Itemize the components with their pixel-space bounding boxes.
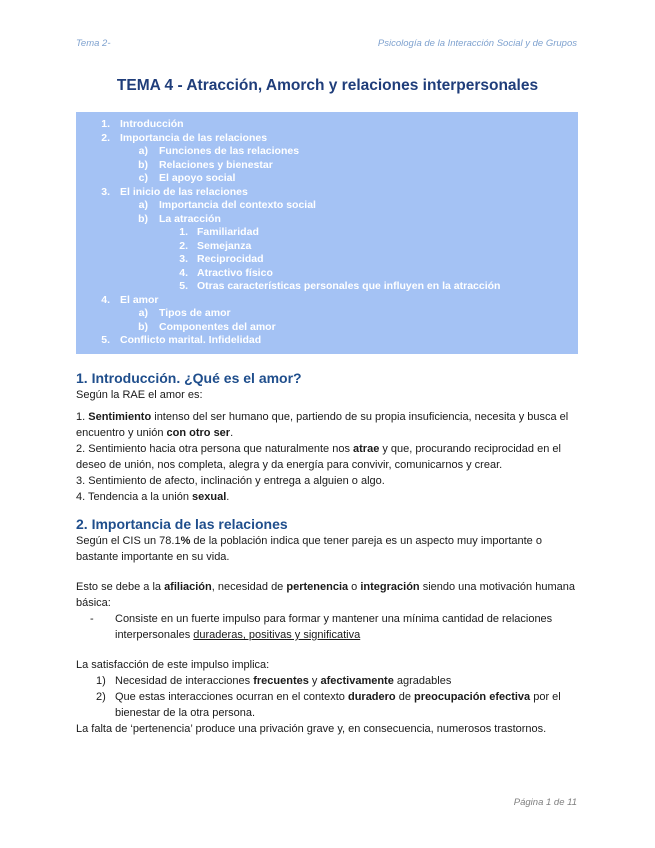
toc-item: 3. El inicio de las relaciones: [101, 185, 248, 198]
page-number: Página 1 de 11: [513, 797, 577, 808]
toc-item: 2. Importancia de las relaciones: [101, 131, 268, 144]
toc-item: 4. El amor: [101, 293, 159, 306]
section-importance: [76, 515, 581, 737]
definition-1: 1. Sentimiento intenso del ser humano que, partiendo de su propia insuficiencia, necesita y busca el encuentro y unión con otro ser.: [76, 411, 569, 439]
toc-item: b) Relaciones y bienestar: [138, 158, 273, 171]
paragraph: La satisfacción de este impulso implica:: [76, 659, 270, 671]
toc-item: 1. Familiaridad: [179, 226, 259, 238]
toc-item: a) Tipos de amor: [138, 307, 231, 319]
definition-4: 4. Tendencia a la unión sexual.: [76, 491, 230, 503]
paragraph: Según la RAE el amor es:: [76, 389, 203, 401]
list-item: 1) Necesidad de interacciones frecuentes y afectivamente agradables: [96, 675, 452, 687]
definition-3: 3. Sentimiento de afecto, inclinación y entrega a alguien o algo.: [76, 475, 385, 487]
header-left: Tema 2-: [76, 38, 111, 49]
paragraph: La falta de ‘pertenencia’ produce una privación grave y, en consecuencia, numerosos trastornos.: [76, 723, 547, 735]
toc-item: 5. Otras características personales que influyen en la atracción: [179, 280, 501, 292]
list-item: - Consiste en un fuerte impulso para formar y mantener una mínima cantidad de relaciones interpersonales duraderas, positivas y significativa: [90, 613, 553, 641]
section-introduction: [76, 369, 581, 505]
table-of-contents: [76, 112, 578, 354]
section-heading: 1. Introducción. ¿Qué es el amor?: [76, 370, 302, 386]
toc-item: 4. Atractivo físico: [179, 266, 273, 279]
page-title: TEMA 4 - Atracción, Amorch y relaciones interpersonales: [116, 77, 539, 94]
toc-item: b) La atracción: [138, 212, 221, 225]
toc-item: a) Funciones de las relaciones: [138, 145, 300, 157]
toc-item: 5. Conflicto marital. Infidelidad: [101, 334, 262, 346]
header-right: Psicología de la Interacción Social y de Grupos: [377, 38, 577, 49]
toc-item: b) Componentes del amor: [138, 320, 276, 333]
toc-item: c) El apoyo social: [138, 172, 236, 184]
definition-2: 2. Sentimiento hacia otra persona que naturalmente nos atrae y que, procurando reciprocidad en el deseo de unión, nos completa, alegra y da energía para convivir, comunicarnos y crear.: [76, 443, 561, 471]
paragraph: Esto se debe a la afiliación, necesidad de pertenencia o integración siendo una motivación humana básica:: [76, 581, 575, 609]
list-item: 2) Que estas interacciones ocurran en el contexto duradero de preocupación efectiva por el bienestar de la otra persona.: [96, 691, 561, 719]
toc-item: a) Importancia del contexto social: [138, 199, 316, 211]
toc-item: 1. Introducción: [101, 118, 184, 130]
toc-item: 3. Reciprocidad: [179, 253, 264, 265]
paragraph: Según el CIS un 78.1% de la población indica que tener pareja es un aspecto muy importante o bastante importante en su vida.: [76, 535, 542, 563]
toc-item: 2. Semejanza: [179, 239, 252, 252]
section-heading: 2. Importancia de las relaciones: [76, 516, 288, 532]
